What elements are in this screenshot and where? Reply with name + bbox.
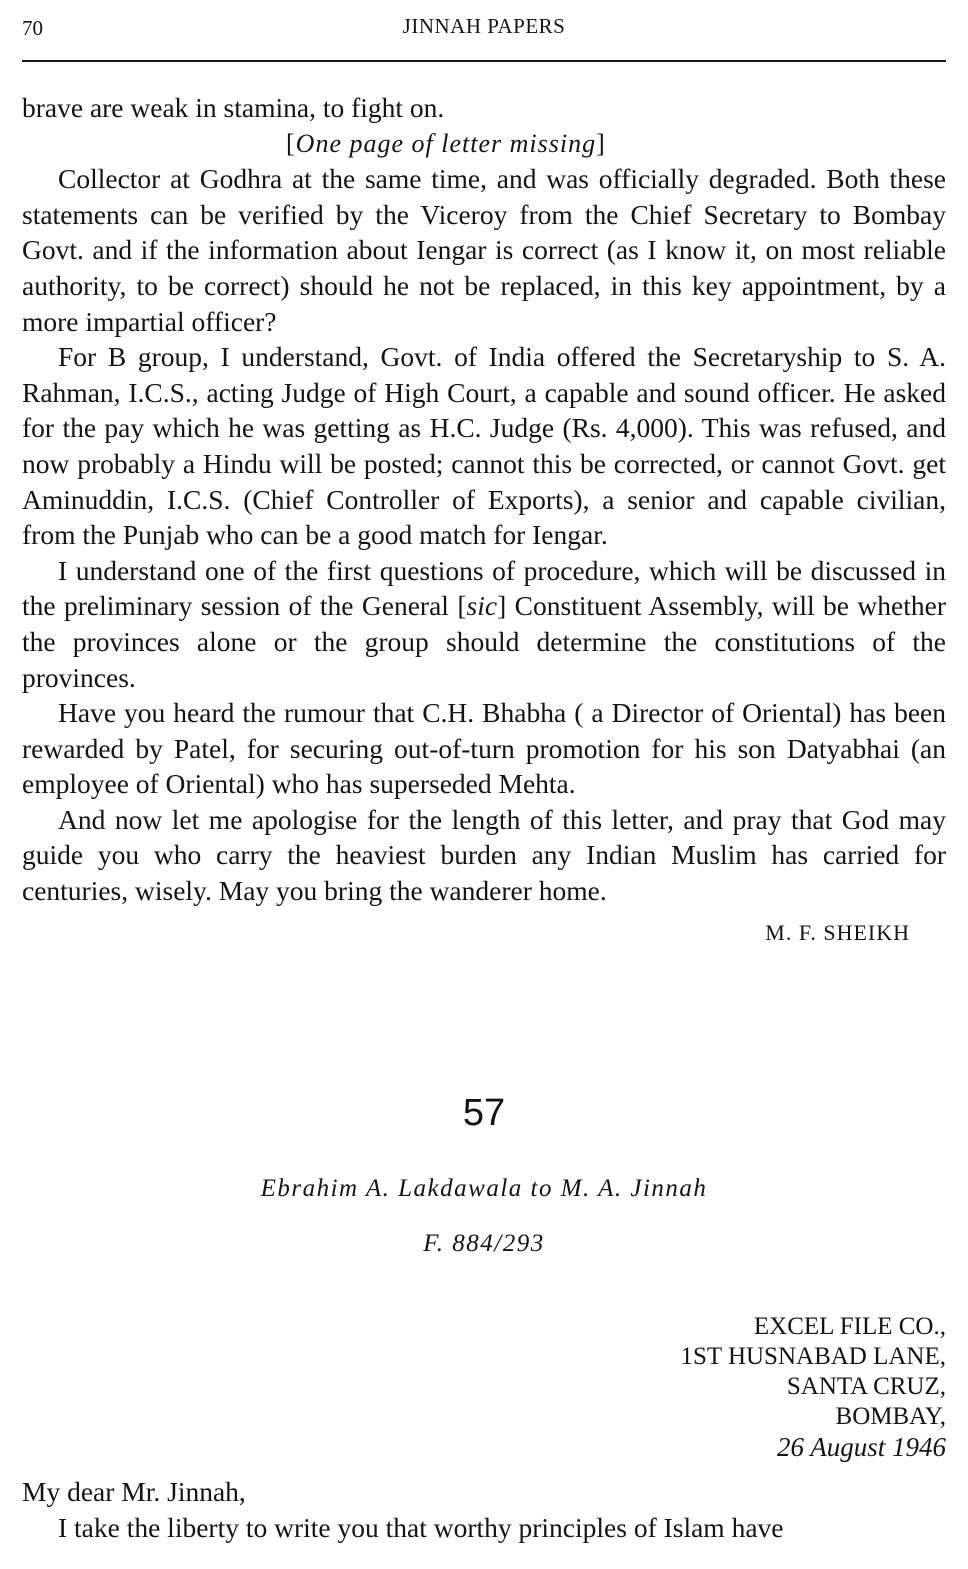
sender-address — [680, 1312, 946, 1462]
paragraph: And now let me apologise for the length of this letter, and pray that God may guide you who carry the heaviest burden any Indian Muslim has carried for centuries, wisely. May you bring the wanderer home. — [22, 803, 946, 907]
paragraph: Have you heard the rumour that C.H. Bhabha ( a Director of Oriental) has been rewarded by Patel, for securing out-of-turn promotion for his son Datyabhai (an employee of Oriental) who has superseded Mehta. — [22, 697, 946, 800]
document-title: Ebrahim A. Lakdawala to M. A. Jinnah — [260, 1175, 708, 1202]
paragraph: I take the liberty to write you that worthy principles of Islam have — [58, 1512, 784, 1543]
page-number: 70 — [22, 16, 43, 40]
header-rule — [22, 60, 946, 62]
document-number: 57 — [462, 1092, 506, 1134]
address-line: 1ST HUSNABAD LANE, — [680, 1343, 946, 1370]
letter-date: 26 August 1946 — [776, 1432, 946, 1462]
sic-mark: sic — [466, 590, 498, 622]
opening-fragment: brave are weak in stamina, to fight on. — [22, 92, 445, 123]
file-reference: F. 884/293 — [423, 1230, 545, 1257]
letter-57-body — [22, 1474, 946, 1546]
address-line: BOMBAY, — [835, 1403, 946, 1430]
paragraph: Collector at Godhra at the same time, and was officially degraded. Both these statements can be verified by the Viceroy from the Chief Secretary to Bombay Govt. and if the information about Iengar is correct (as I know it, on most reliable authority, to be correct) should he not be replaced, in this key appointment, by a more impartial officer? — [22, 163, 946, 337]
paragraph: I understand one of the first questions of procedure, which will be discussed in the preliminary session of the General [sic] Constituent Assembly, will be whether the provinces alone or the group should determine the constitutions of the provinces. — [22, 554, 946, 693]
signature: M. F. SHEIKH — [765, 919, 910, 945]
paragraph: For B group, I understand, Govt. of India offered the Secretaryship to S. A. Rahman, I.C.S., acting Judge of High Court, a capable and sound officer. He asked for the pay which he was getting as H.C. Judge (Rs. 4,000). This was refused, and now probably a Hindu will be posted; cannot this be corrected, or cannot Govt. get Aminuddin, I.C.S. (Chief Controller of Exports), a senior and capable civilian, from the Punjab who can be a good match for Iengar. — [22, 341, 946, 551]
salutation: My dear Mr. Jinnah, — [22, 1476, 246, 1507]
address-line: EXCEL FILE CO., — [753, 1313, 946, 1340]
missing-page-text: One page of letter missing — [295, 128, 597, 158]
page-header — [0, 0, 968, 70]
address-line: SANTA CRUZ, — [786, 1373, 946, 1400]
running-head: JINNAH PAPERS — [402, 14, 566, 38]
previous-letter-body — [22, 90, 946, 950]
missing-page-note: [One page of letter missing] — [286, 128, 606, 158]
